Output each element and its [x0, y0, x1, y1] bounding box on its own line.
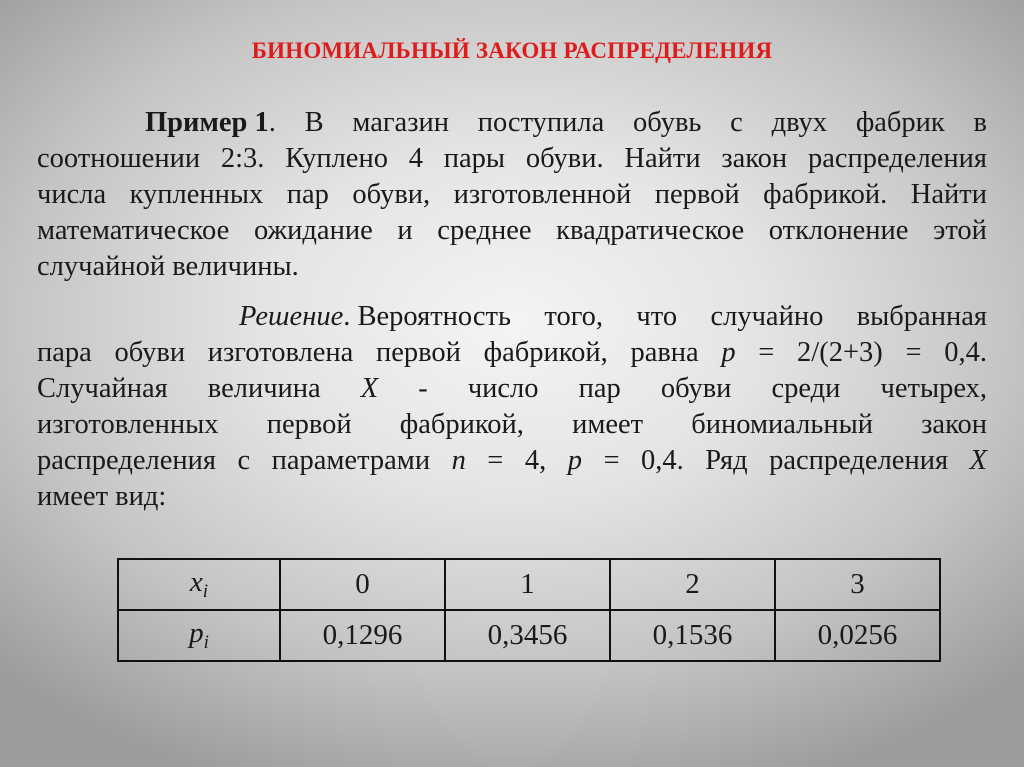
word: этой	[933, 215, 987, 246]
word: квадратическое	[556, 215, 745, 246]
word: обувь	[633, 107, 702, 138]
word: магазин	[352, 107, 449, 138]
solution-label: Решение	[239, 301, 344, 332]
word: поступила	[477, 107, 605, 138]
table-cell: 0,1536	[610, 610, 775, 661]
word: пар	[578, 373, 621, 404]
word: купленных	[129, 179, 264, 210]
word: обуви	[660, 373, 732, 404]
table-cell: 3	[775, 559, 940, 610]
word: того,	[544, 301, 604, 332]
word: 2:3.	[220, 143, 265, 174]
example-line-3	[37, 177, 987, 213]
word: закон	[921, 409, 987, 440]
word: Решение. Вероятность	[239, 301, 511, 332]
solution-paragraph	[37, 299, 987, 515]
word: X	[969, 445, 987, 476]
table-row-x	[118, 559, 940, 610]
word: имеет	[572, 409, 644, 440]
table-cell: 0,3456	[445, 610, 610, 661]
word: первой	[266, 409, 352, 440]
solution-line-4	[37, 407, 987, 443]
word: Найти	[910, 179, 987, 210]
word: пара	[37, 337, 92, 368]
solution-line-6-text: имеет вид:	[37, 481, 167, 512]
table-cell: 2	[610, 559, 775, 610]
example-paragraph	[37, 105, 987, 285]
word: выбранная	[856, 301, 987, 332]
word: Ряд	[705, 445, 748, 476]
word: 2/(2+3)	[797, 337, 883, 368]
example-line-1: Пример 1. В магазин поступила обувь с двух фабрик в	[37, 105, 987, 141]
word: изготовлена	[207, 337, 354, 368]
word: пары	[443, 143, 506, 174]
slide-title: БИНОМИАЛЬНЫЙ ЗАКОН РАСПРЕДЕЛЕНИЯ	[251, 38, 773, 63]
word: изготовленной	[453, 179, 632, 210]
word: n	[451, 445, 466, 476]
word: параметрами	[271, 445, 431, 476]
example-line-5	[37, 249, 987, 285]
example-label: Пример 1	[145, 107, 269, 138]
distribution-table	[117, 558, 941, 662]
word: p	[721, 337, 736, 368]
word: величина	[207, 373, 321, 404]
word: среднее	[437, 215, 532, 246]
word: -	[418, 373, 428, 404]
word: p	[567, 445, 582, 476]
word: фабрик	[855, 107, 945, 138]
table-cell: 0	[280, 559, 445, 610]
solution-line-3	[37, 371, 987, 407]
word: X	[360, 373, 379, 404]
word: ожидание	[253, 215, 373, 246]
row-label-p: $p_i$	[118, 610, 280, 661]
word: фабрикой,	[483, 337, 608, 368]
word: четырех,	[880, 373, 987, 404]
solution-line-2	[37, 335, 987, 371]
word: =	[758, 337, 775, 368]
word: число	[467, 373, 539, 404]
word: математическое	[37, 215, 230, 246]
example-line-4	[37, 213, 987, 249]
word: биномиальный	[691, 409, 874, 440]
word: отклонение	[768, 215, 909, 246]
word: изготовленных	[37, 409, 219, 440]
word: 0,4.	[944, 337, 987, 368]
word: с	[237, 445, 251, 476]
word: распределения	[807, 143, 987, 174]
word: пар	[286, 179, 329, 210]
word: обуви.	[525, 143, 604, 174]
word: обуви,	[352, 179, 431, 210]
word: =	[905, 337, 922, 368]
word: случайно	[710, 301, 824, 332]
word: 4	[408, 143, 423, 174]
word: Найти	[624, 143, 701, 174]
word: первой	[654, 179, 740, 210]
solution-line-1	[37, 299, 987, 335]
example-line-2	[37, 141, 987, 177]
word: распределения	[769, 445, 949, 476]
word: фабрикой.	[763, 179, 888, 210]
word: закон	[721, 143, 788, 174]
solution-line-6	[37, 479, 987, 515]
row-label-x: $x_i$	[118, 559, 280, 610]
table-cell: 0,0256	[775, 610, 940, 661]
word: 0,4.	[641, 445, 684, 476]
word: среди	[771, 373, 841, 404]
word: обуви	[114, 337, 186, 368]
word: Куплено	[285, 143, 388, 174]
word: что	[636, 301, 678, 332]
solution-line-5	[37, 443, 987, 479]
word: распределения	[37, 445, 216, 476]
word: первой	[376, 337, 461, 368]
word: и	[397, 215, 413, 246]
word: =	[487, 445, 504, 476]
word: двух	[771, 107, 828, 138]
word: В	[304, 107, 324, 138]
word: равна	[630, 337, 699, 368]
example-line-5-text: случайной величины.	[37, 251, 299, 282]
word: фабрикой,	[399, 409, 524, 440]
table-cell: 1	[445, 559, 610, 610]
table-cell: 0,1296	[280, 610, 445, 661]
word: соотношении	[37, 143, 201, 174]
word: =	[603, 445, 620, 476]
word: числа	[37, 179, 107, 210]
word: в	[973, 107, 987, 138]
word: Случайная	[37, 373, 168, 404]
word: 4,	[524, 445, 547, 476]
table-row-p	[118, 610, 940, 661]
word: с	[730, 107, 743, 138]
